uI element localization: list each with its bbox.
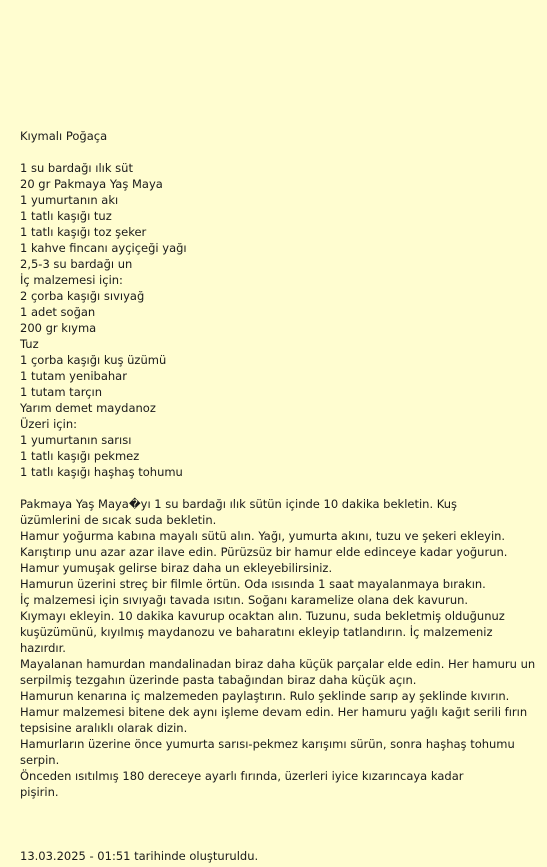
ingredient-item: 200 gr kıyma: [20, 321, 97, 335]
instruction-step: [20, 560, 540, 576]
instruction-line: Hamurun kenarına iç malzemeden paylaştırın. Rulo şeklinde sarıp ay şeklinde kıvırın.: [20, 689, 510, 703]
ingredient-item: 1 adet soğan: [20, 305, 96, 319]
instruction-line: serpilmiş tezgahın üzerinde pasta tabağından biraz daha küçük açın.: [20, 673, 417, 687]
instruction-step: [20, 496, 540, 528]
instruction-line: Kıymayı ekleyin. 10 dakika kavurup ocaktan alın. Tuzunu, suda bekletmiş olduğunuz: [20, 609, 505, 623]
created-timestamp: 13.03.2025 - 01:51 tarihinde oluşturuldu.: [20, 849, 259, 863]
ingredient-item: 1 tatlı kaşığı toz şeker: [20, 225, 147, 239]
instruction-line: Hamur yoğurma kabına mayalı sütü alın. Yağı, yumurta akını, tuzu ve şekeri ekleyin.: [20, 529, 506, 543]
instruction-step: [20, 576, 540, 592]
instruction-step: [20, 544, 540, 560]
instruction-line: üzümlerini de sıcak suda bekletin.: [20, 513, 217, 527]
instruction-line: Hamurun üzerini streç bir filmle örtün. Oda ısısında 1 saat mayalanmaya bırakın.: [20, 577, 486, 591]
ingredient-item: 1 tatlı kaşığı tuz: [20, 209, 112, 223]
instruction-line: Hamur malzemesi bitene dek aynı işleme devam edin. Her hamuru yağlı kağıt serili fırın: [20, 705, 528, 719]
ingredient-item: İç malzemesi için:: [20, 273, 123, 287]
ingredient-item: 1 yumurtanın akı: [20, 193, 119, 207]
instruction-step: [20, 592, 540, 608]
ingredient-item: Yarım demet maydanoz: [20, 401, 156, 415]
ingredient-item: Tuz: [20, 337, 39, 351]
instruction-step: [20, 688, 540, 704]
instruction-step: [20, 656, 540, 688]
instruction-line: tepsisine aralıklı olarak dizin.: [20, 721, 188, 735]
ingredient-item: 1 tatlı kaşığı pekmez: [20, 449, 140, 463]
recipe-title: Kıymalı Poğaça: [20, 129, 108, 143]
ingredient-item: Üzeri için:: [20, 417, 77, 431]
instruction-line: kuşüzümünü, kıyılmış maydanozu ve baharatını ekleyip tatlandırın. İç malzemeniz: [20, 625, 493, 639]
ingredient-item: 1 çorba kaşığı kuş üzümü: [20, 353, 167, 367]
instruction-line: İç malzemesi için sıvıyağı tavada ısıtın. Soğanı karamelize olana dek kavurun.: [20, 593, 469, 607]
ingredient-item: 1 tatlı kaşığı haşhaş tohumu: [20, 465, 183, 479]
ingredient-item: 2 çorba kaşığı sıvıyağ: [20, 289, 145, 303]
instruction-line: serpin.: [20, 753, 60, 767]
instruction-list: [20, 496, 540, 800]
ingredient-item: 1 su bardağı ılık süt: [20, 161, 133, 175]
ingredient-item: 1 yumurtanın sarısı: [20, 433, 132, 447]
ingredient-item: 20 gr Pakmaya Yaş Maya: [20, 177, 163, 191]
instruction-line: Hamurların üzerine önce yumurta sarısı-pekmez karışımı sürün, sonra haşhaş tohumu: [20, 737, 515, 751]
instruction-line: Önceden ısıtılmış 180 dereceye ayarlı fırında, üzerleri iyice kızarıncaya kadar: [20, 769, 464, 783]
instruction-line: Mayalanan hamurdan mandalinadan biraz daha küçük parçalar elde edin. Her hamuru un: [20, 657, 536, 671]
instruction-step: [20, 768, 540, 800]
instruction-line: Hamur yumuşak gelirse biraz daha un ekleyebilirsiniz.: [20, 561, 333, 575]
recipe-document: [20, 128, 540, 800]
ingredient-item: 1 kahve fincanı ayçiçeği yağı: [20, 241, 187, 255]
instruction-step: [20, 736, 540, 768]
instruction-line: hazırdır.: [20, 641, 66, 655]
ingredient-item: 2,5-3 su bardağı un: [20, 257, 133, 271]
ingredient-list: [20, 160, 540, 480]
ingredient-item: 1 tutam yenibahar: [20, 369, 127, 383]
ingredient-item: 1 tutam tarçın: [20, 385, 103, 399]
instruction-step: [20, 704, 540, 736]
instruction-step: [20, 608, 540, 656]
instruction-line: Karıştırıp unu azar azar ilave edin. Pürüzsüz bir hamur elde edinceye kadar yoğurun.: [20, 545, 508, 559]
instruction-step: [20, 528, 540, 544]
instruction-line: Pakmaya Yaş Maya�yı 1 su bardağı ılık sütün içinde 10 dakika bekletin. Kuş: [20, 497, 458, 511]
instruction-line: pişirin.: [20, 785, 59, 799]
